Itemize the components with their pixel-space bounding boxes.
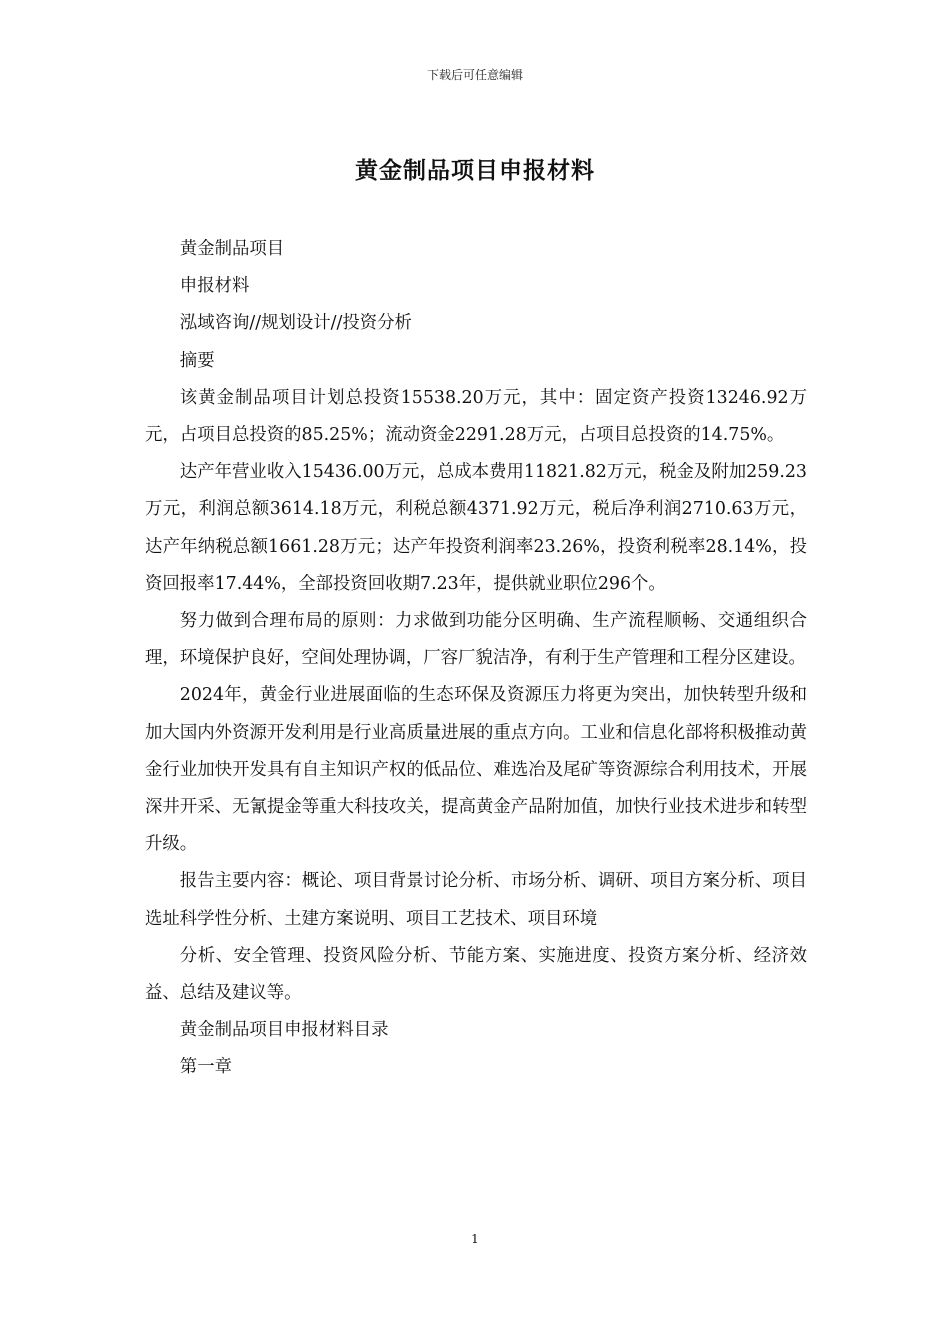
paragraph-revenue: 达产年营业收入15436.00万元，总成本费用11821.82万元，税金及附加259.23万元，利润总额3614.18万元，利税总额4371.92万元，税后净利润2710.63万元，达产年纳税总额1661.28万元；达产年投资利润率23.26%，投资利税率28.14%，投资回报率17.44%，全部投资回收期7.23年，提供就业职位296个。 xyxy=(145,462,807,594)
paragraph-project-name: 黄金制品项目 xyxy=(179,239,285,259)
paragraph-report-contents-continued: 分析、安全管理、投资风险分析、节能方案、实施进度、投资方案分析、经济效益、总结及建议等。 xyxy=(145,945,807,1004)
paragraph-publisher: 泓域咨询//规划设计//投资分析 xyxy=(179,313,412,334)
document-title: 黄金制品项目申报材料 xyxy=(355,158,595,184)
paragraph-layout-principle: 努力做到合理布局的原则：力求做到功能分区明确、生产流程顺畅、交通组织合理，环境保护良好，空间处理协调，厂容厂貌洁净，有利于生产管理和工程分区建设。 xyxy=(145,611,807,669)
paragraph-doc-type: 申报材料 xyxy=(179,276,250,297)
paragraph-investment: 该黄金制品项目计划总投资15538.20万元，其中：固定资产投资13246.92万元，占项目总投资的85.25%；流动资金2291.28万元，占项目总投资的14.75%。 xyxy=(145,387,807,446)
header-note: 下载后可任意编辑 xyxy=(426,68,523,82)
page-number: 1 xyxy=(471,1232,479,1246)
paragraph-abstract-heading: 摘要 xyxy=(179,350,215,371)
paragraph-industry-outlook: 2024年，黄金行业进展面临的生态环保及资源压力将更为突出，加快转型升级和加大国内外资源开发利用是行业高质量进展的重点方向。工业和信息化部将积极推动黄金行业加快开发具有自主知识产权的低品位、难选冶及尾矿等资源综合利用技术，开展深井开采、无氰提金等重大科技攻关，提高黄金产品附加值，加快行业技术进步和转型升级。 xyxy=(145,685,807,855)
paragraph-toc-heading: 黄金制品项目申报材料目录 xyxy=(179,1020,389,1041)
paragraph-chapter-one: 第一章 xyxy=(179,1057,232,1078)
paragraph-report-contents: 报告主要内容：概论、项目背景讨论分析、市场分析、调研、项目方案分析、项目选址科学性分析、土建方案说明、项目工艺技术、项目环境 xyxy=(145,871,807,929)
document-body xyxy=(145,231,807,1087)
